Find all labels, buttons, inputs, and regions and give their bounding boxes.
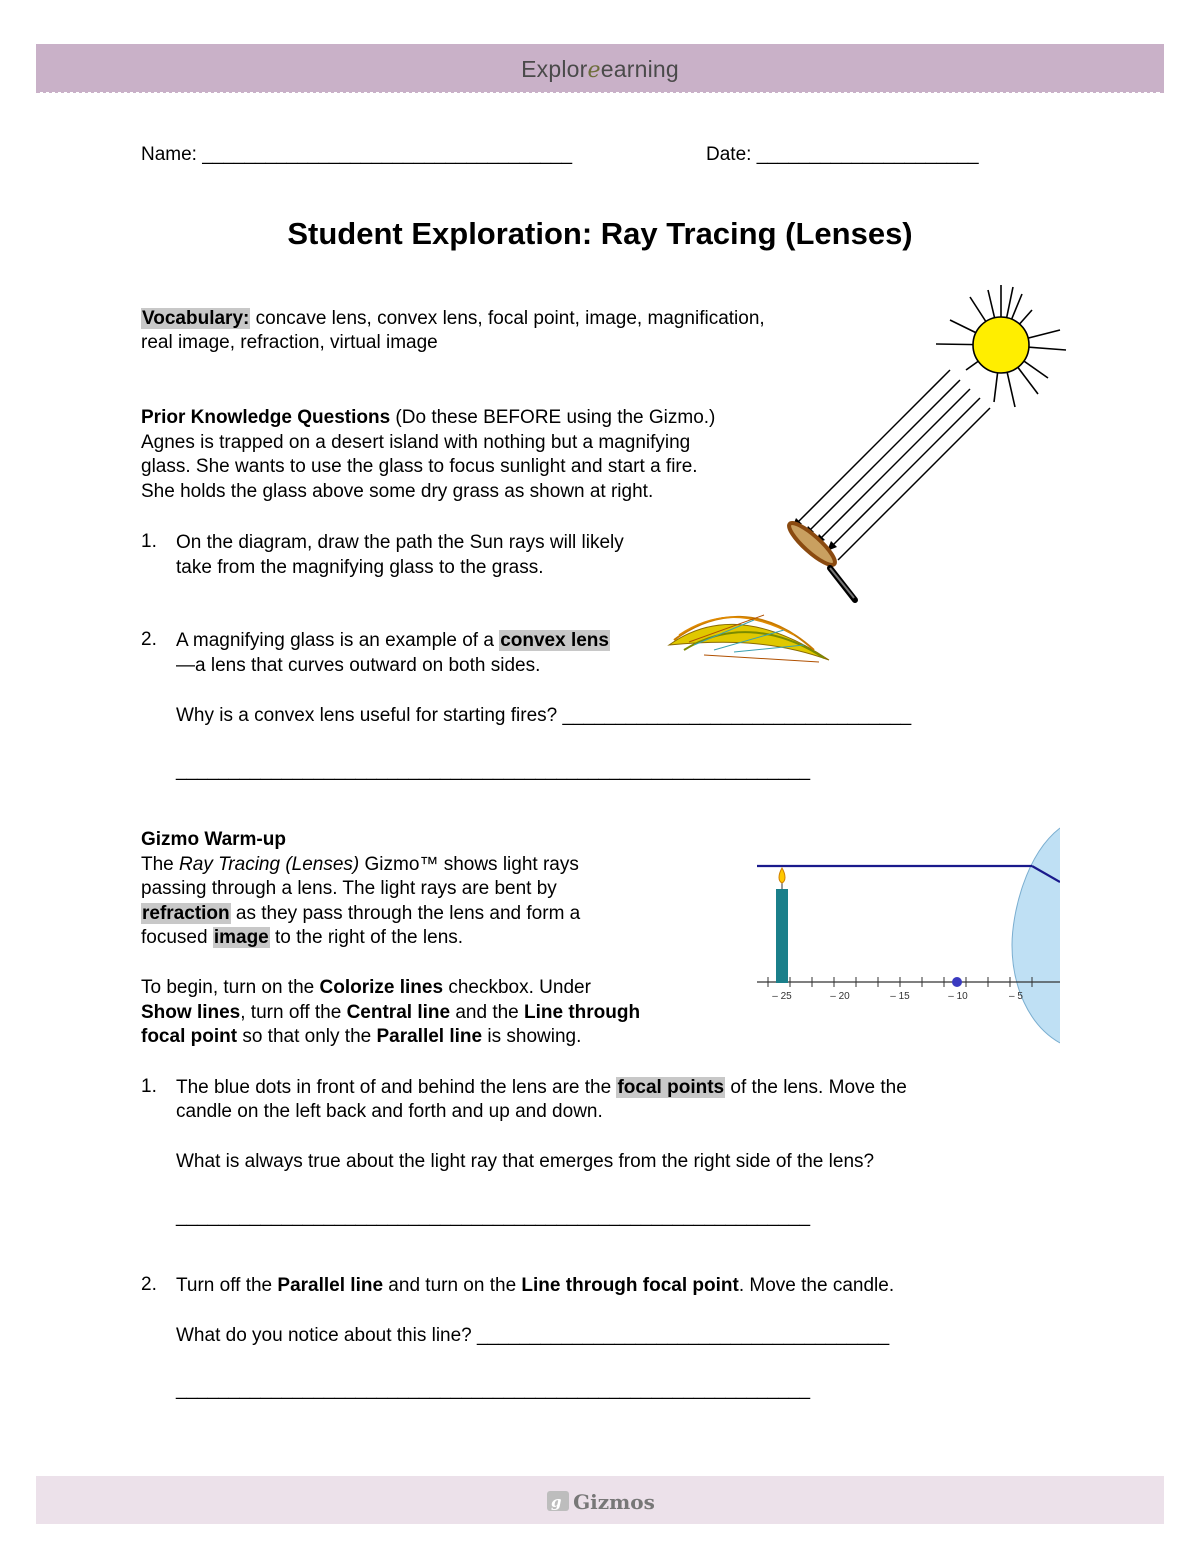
magnifying-glass-icon [784,518,855,600]
answer-blank[interactable]: ____________________________________________________________ [176,1379,811,1400]
tick-label: – 25 [772,991,792,1002]
tick-label: – 10 [948,991,968,1002]
prior-q2-line-1: A magnifying glass is an example of a convex lens [176,630,609,651]
warmup-q1-question: What is always true about the light ray that emerges from the right side of the lens? [176,1151,875,1172]
warmup-q1-line-2: candle on the left back and forth and up and down. [176,1101,603,1122]
prior-q1-line-1: On the diagram, draw the path the Sun rays will likely [176,532,624,553]
vocabulary-line-1: Vocabulary: concave lens, convex lens, focal point, image, magnification, [142,308,765,329]
answer-blank[interactable]: ____________________________________________________________ [176,1206,811,1227]
brand-mark: e [587,58,601,83]
warmup-p1-line-3: refraction as they pass through the lens and form a [142,903,581,924]
answer-blank[interactable]: _______________________________________ [477,1325,890,1346]
warmup-p2-line-1: To begin, turn on the Colorize lines checkbox. Under [141,977,591,998]
prior-knowledge-heading: Prior Knowledge Questions (Do these BEFORE using the Gizmo.) [141,407,716,428]
warmup-q2-question: What do you notice about this line? _______________________________________ [176,1325,890,1346]
warmup-q2-line-1: Turn off the Parallel line and turn on the Line through focal point. Move the candle. [176,1275,895,1296]
prior-text-line-3: She holds the glass above some dry grass as shown at right. [141,481,654,502]
gizmo-screenshot [750,825,1060,1045]
term-convex-lens: convex lens [500,630,609,651]
candle-icon [776,889,788,983]
warmup-heading: Gizmo Warm-up [141,829,286,850]
page-title: Student Exploration: Ray Tracing (Lenses) [287,216,913,251]
warmup-p1-line-2: passing through a lens. The light rays are bent by [141,878,557,899]
svg-text:g: g [551,1493,562,1511]
prior-q1-number: 1. [141,531,157,552]
term-focal-points: focal points [617,1077,725,1098]
tick-label: – 15 [890,991,910,1002]
warmup-q1-number: 1. [141,1076,157,1097]
light-rays-icon [792,370,990,560]
answer-blank[interactable]: ____________________________________________________________ [176,760,811,781]
warmup-p2-line-2: Show lines, turn off the Central line and the Line through [141,1002,641,1023]
sun-icon [973,317,1029,373]
axis-tick-labels [772,991,1023,1002]
prior-q1-line-2: take from the magnifying glass to the grass. [176,557,544,578]
tick-label: – 5 [1009,991,1023,1002]
warmup-p2-line-3: focal point so that only the Parallel line is showing. [141,1026,582,1047]
tick-label: – 20 [830,991,850,1002]
flame-icon [779,868,785,883]
prior-text-line-1: Agnes is trapped on a desert island with nothing but a magnifying [141,432,691,453]
term-image: image [213,927,269,948]
sun-magnifier-illustration [770,282,1070,612]
footer-logo: g Gizmos [0,1488,1200,1514]
brand-logo: Exploreearning [521,56,679,83]
date-field: Date: _____________________ [706,144,979,165]
prior-q2-line-2: —a lens that curves outward on both sides. [176,655,541,676]
header-dotted-divider [36,90,1164,93]
gizmos-logo-icon [545,1488,573,1514]
warmup-q2-number: 2. [141,1274,157,1295]
lens-shape [1012,828,1060,1043]
focal-point-dot [952,977,962,987]
vocabulary-label: Vocabulary: [142,308,250,329]
answer-blank[interactable]: _________________________________ [562,705,912,726]
prior-text-line-2: glass. She wants to use the glass to focus sunlight and start a fire. [141,456,698,477]
warmup-p1-line-4: focused image to the right of the lens. [141,927,464,948]
warmup-p1-line-1: The Ray Tracing (Lenses) Gizmo™ shows light rays [141,854,579,875]
prior-q2-question: Why is a convex lens useful for starting fires? _________________________________ [176,705,912,726]
name-field: Name: ___________________________________ [141,144,573,165]
warmup-q1-line-1: The blue dots in front of and behind the lens are the focal points of the lens. Move the [176,1077,907,1098]
vocabulary-line-2: real image, refraction, virtual image [141,332,438,353]
dry-grass-illustration [664,600,834,670]
term-refraction: refraction [142,903,230,924]
prior-q2-number: 2. [141,629,157,650]
